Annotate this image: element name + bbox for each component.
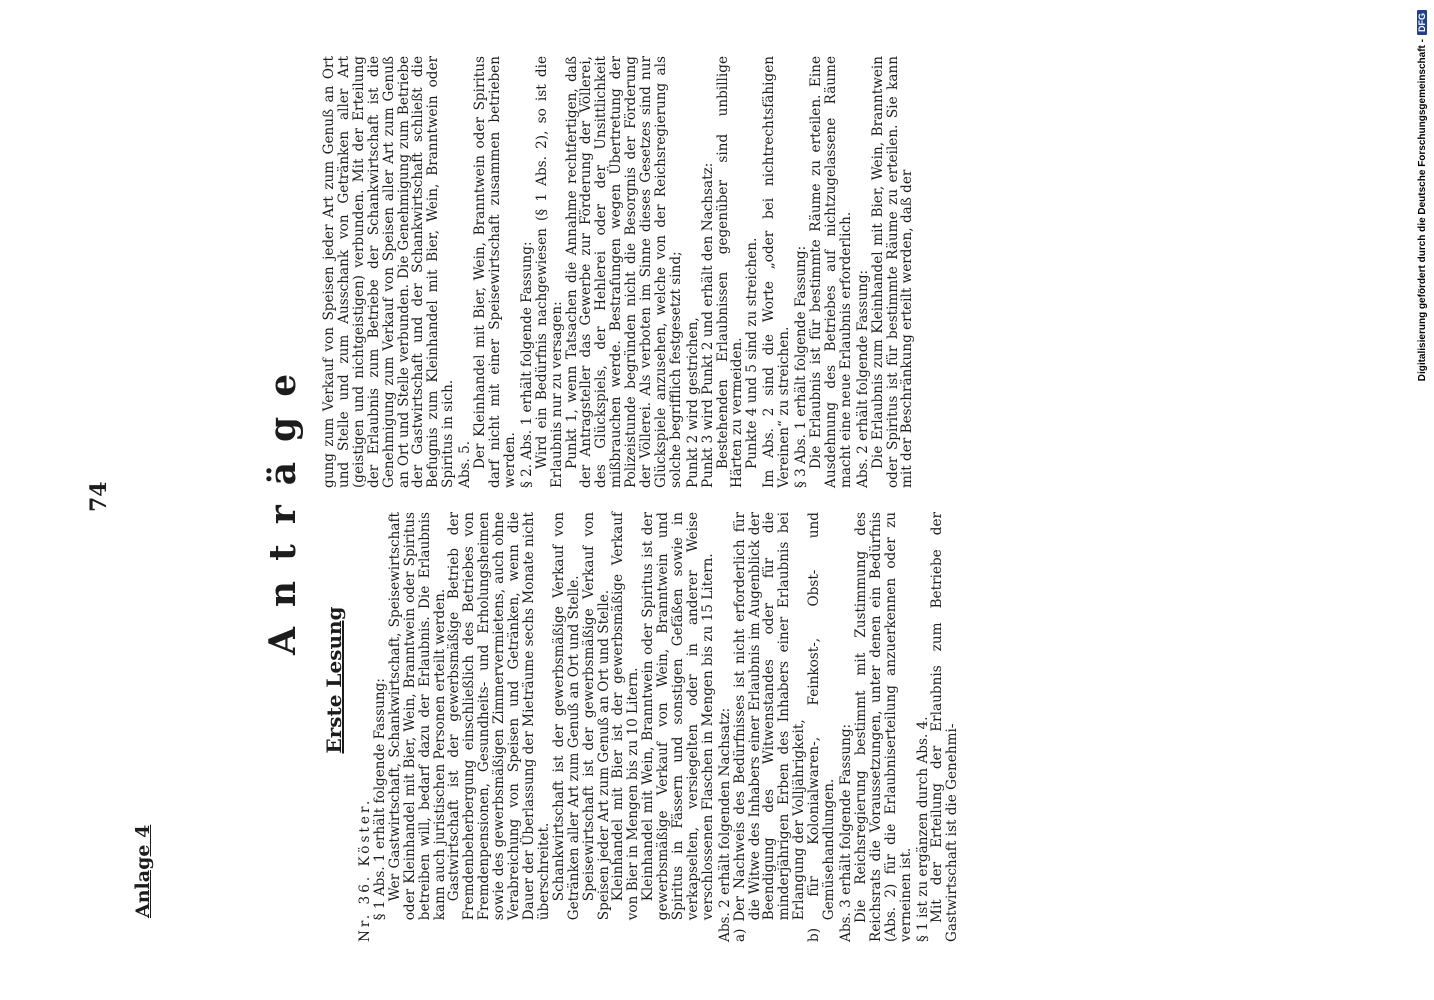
paragraph: § 1 ist zu ergänzen durch Abs. 4. <box>914 716 931 942</box>
paragraph: Nr. 36. Köster. <box>357 797 373 942</box>
dfg-credit-text: Digitalisierung gefördert durch die Deutsche Forschungsgemeinschaft - <box>1416 39 1428 382</box>
paragraph: Im Abs. 2 sind die Worte „oder bei nichtrechtsfähigen Vereinen“ zu streichen. <box>761 56 793 488</box>
paragraph: § 2. Abs. 1 erhält folgende Fassung: <box>518 241 535 488</box>
paragraph: gung zum Verkauf von Speisen jeder Art zum Genuß an Ort und Stelle und zum Ausschank von Getränken aller Art (geistigen und nichtgeistigen) verbunden. Mit der Erteilung der Erlaubnis zum Betriebe der Schankwirtschaft ist die Genehmigung zum Verkauf von Speisen aller Art zum Genuß an Ort und Stelle verbunden. Die Genehmigung zum Betriebe der Gastwirtschaft und der Schankwirtschaft schließt die Befugnis zum Kleinhandel mit Bier, Wein, Branntwein oder Spiritus in sich. <box>321 56 457 488</box>
paragraph: Gastwirtschaft ist der gewerbsmäßige Betrieb der Fremdenbeherbergung einschließlich des Betriebes von Fremdenpensionen, Gesundheits- und Erholungsheimen sowie des gewerbsmäßigen Zimmervermietens, auch ohne Verabreichung von Speisen und Getränken, wenn die Dauer der Überlassung der Mieträume sechs Monate nicht überschreitet. <box>446 512 552 921</box>
paragraph: Speisewirtschaft ist der gewerbsmäßige Verkauf von Speisen jeder Art zum Genuß an Ort und Stelle. <box>580 512 612 921</box>
paragraph: Die Erlaubnis zum Kleinhandel mit Bier, Wein, Branntwein oder Spiritus ist für bestimmte Räume zu erteilen. Sie kann mit der Beschränkung erteilt werden, daß der <box>869 56 916 488</box>
paragraph: Abs. 3 erhält folgende Fassung: <box>838 723 854 942</box>
dfg-logo: DFG <box>1417 10 1427 35</box>
paragraph: Wer Gastwirtschaft, Schankwirtschaft, Speisewirtschaft oder Kleinhandel mit Bier, Wein, Branntwein oder Spiritus betreiben will, bedarf dazu der Erlaubnis. Die Erlaubnis kann auch juristischen Personen erteilt werden. <box>386 512 448 921</box>
right-text-column <box>322 56 915 488</box>
left-text-column <box>358 512 960 942</box>
paragraph: Punkte 4 und 5 sind zu streichen. <box>744 237 761 469</box>
paragraph: § 3 Abs. 1 erhält folgende Fassung: <box>793 245 810 488</box>
page-number: 74 <box>86 481 112 512</box>
paragraph: Punkt 1, wenn Tatsachen die Annahme rechtfertigen, daß der Antragsteller das Gewerbe zur Förderung der Völlerei, des Glückspiels, der Hehlerei oder der Unsittlichkeit mißbrauchen werde. Bestrafungen wegen Übertretung der Polizeistunde begründen nicht die Besorgnis der Förderung der Völlerei. Als verboten im Sinne dieses Gesetzes sind nur Glückspiele anzusehen, welche von der Reichsregierung als solche begrifflich festgesetzt sind; <box>563 56 684 488</box>
paragraph: Abs. 5. <box>457 440 474 488</box>
appendix-label: Anlage 4 <box>132 824 154 918</box>
section-heading: Erste Lesung <box>322 606 346 754</box>
document-title: Anträge <box>262 353 304 655</box>
dfg-sidebar <box>1413 10 1431 390</box>
paragraph: Die Reichsregierung bestimmt mit Zustimmung des Reichsrats die Voraussetzungen, unter denen ein Bedürfnis (Abs. 2) für die Erlaubniserteilung anzuerkennen oder zu verneinen ist. <box>852 512 914 942</box>
paragraph: Wird ein Bedürfnis nachgewiesen (§ 1 Abs. 2), so ist die Erlaubnis nur zu versagen: <box>533 56 565 488</box>
paragraph: Kleinhandel mit Wein, Branntwein oder Spiritus ist der gewerbsmäßige Verkauf von Wein, Branntwein und Spiritus in Fässern und sonstigen Gefäßen sowie in verkapselten, versiegelten oder in anderer Weise verschlossenen Flaschen in Mengen bis zu 15 Litern. <box>640 512 716 921</box>
paragraph: a) Der Nachweis des Bedürfnisses ist nicht erforderlich für die Witwe des Inhabers einer Erlaubnis im Augenblick der Beendigung des Witwenstandes oder für die minderjährigen Erben des Inhabers einer Erlaubnis bei Erlangung der Volljährigkeit, <box>731 512 808 942</box>
paragraph: Kleinhandel mit Bier ist der gewerbsmäßige Verkauf von Bier in Mengen bis zu 10 Litern. <box>610 512 642 921</box>
paragraph: Punkt 3 wird Punkt 2 und erhält den Nachsatz: <box>699 162 716 488</box>
paragraph: § 1 Abs. 1 erhält folgende Fassung: <box>371 678 388 921</box>
paragraph: Der Kleinhandel mit Bier, Wein, Branntwein oder Spiritus darf nicht mit einer Speisewirtschaft zusammen betrieben werden. <box>472 56 518 488</box>
paragraph: Die Erlaubnis ist für bestimmte Räume zu erteilen. Eine Ausdehnung des Betriebes auf nichtzugelassene Räume macht eine neue Erlaubnis erforderlich. <box>808 56 854 488</box>
paragraph: Bestehenden Erlaubnissen gegenüber sind unbillige Härten zu vermeiden. <box>714 56 746 488</box>
paragraph: Abs. 2 erhält folgende Fassung: <box>854 269 871 488</box>
paragraph: Punkt 2 wird gestrichen, <box>684 317 701 488</box>
dfg-credit <box>1413 10 1431 390</box>
paragraph: Schankwirtschaft ist der gewerbsmäßige Verkauf von Getränken aller Art zum Genuß an Ort und Stelle. <box>550 512 582 921</box>
paragraph: b) für Kolonialwaren-, Feinkost-, Obst- und Gemüsehandlungen. <box>806 512 838 942</box>
paragraph: Mit der Erteilung der Erlaubnis zum Betriebe der Gastwirtschaft ist die Genehmi- <box>929 512 961 942</box>
paragraph: Abs. 2 erhält folgenden Nachsatz: <box>716 707 733 942</box>
